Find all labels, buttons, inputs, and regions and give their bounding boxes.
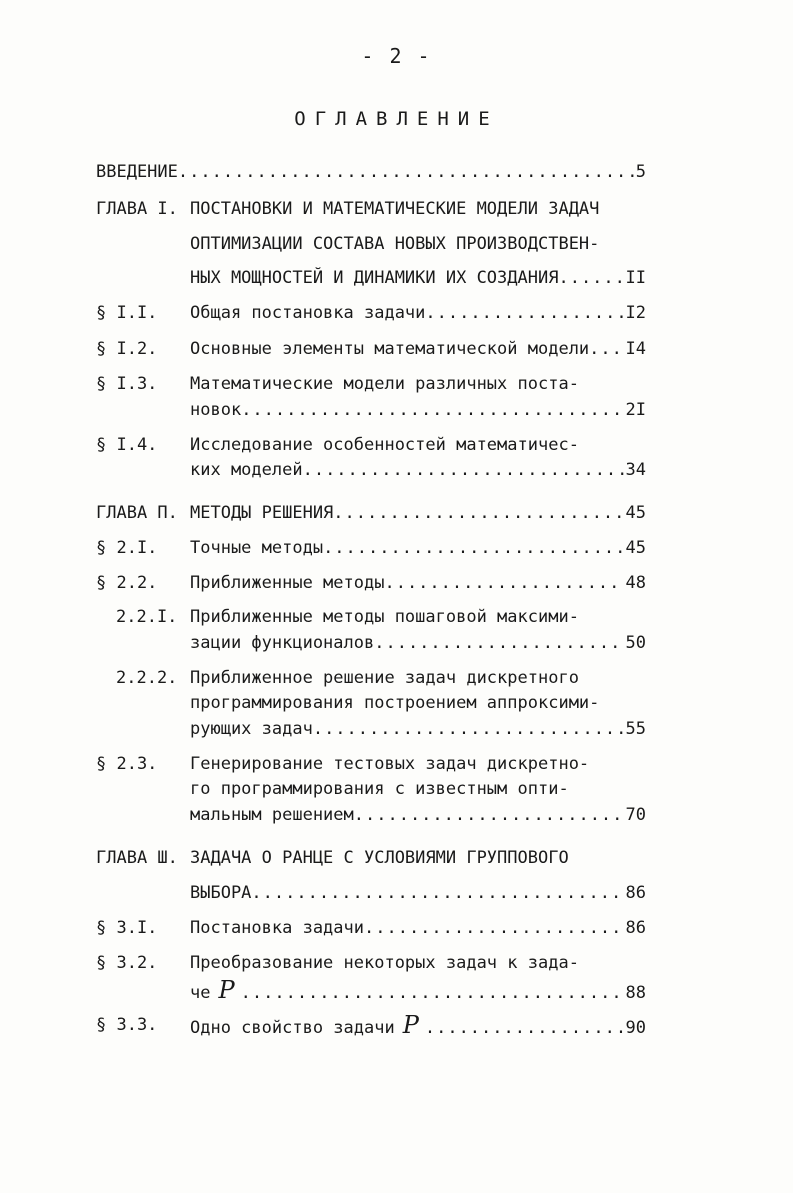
- dot-leader: [313, 716, 624, 742]
- toc-entry-ch1-line3[interactable]: [190, 265, 646, 291]
- toc-page-number: 70: [625, 805, 646, 825]
- toc-section-label: § 2.3.: [96, 754, 158, 774]
- dot-leader: [241, 978, 624, 1005]
- toc-entry-s33[interactable]: [190, 1010, 646, 1040]
- toc-entry-s32-line2[interactable]: [190, 975, 646, 1005]
- toc-entry-s13-line1[interactable]: Математические модели различных поста-: [190, 374, 579, 394]
- toc-entry-text: зации функционалов: [190, 633, 375, 653]
- toc-page-number: II: [625, 268, 646, 288]
- dot-leader: [425, 1013, 624, 1040]
- toc-entry-text: Приближенные методы: [190, 573, 385, 593]
- toc-entry-text: Основные элементы математической модели: [190, 339, 590, 359]
- toc-section-label: § I.4.: [96, 435, 158, 455]
- toc-page-number: 86: [625, 883, 646, 903]
- dot-leader: [178, 159, 634, 185]
- toc-entry-s221-line2[interactable]: [190, 630, 646, 656]
- page-number: - 2 -: [361, 44, 432, 68]
- toc-section-label: § 2.I.: [96, 538, 158, 558]
- dot-leader: [364, 915, 624, 941]
- toc-section-label: § 2.2.: [96, 573, 158, 593]
- toc-entry-s21[interactable]: [190, 535, 646, 561]
- toc-entry-s23-line2[interactable]: го программирования с известным опти-: [190, 779, 569, 799]
- dot-leader: [333, 500, 623, 526]
- toc-entry-s23-line1[interactable]: Генерирование тестовых задач дискретно-: [190, 754, 590, 774]
- toc-entry-s23-line3[interactable]: [190, 802, 646, 828]
- toc-page-number: 34: [625, 460, 646, 480]
- toc-page-number: 45: [625, 503, 646, 523]
- toc-entry-ch3-line1[interactable]: ЗАДАЧА О РАНЦЕ С УСЛОВИЯМИ ГРУППОВОГО: [190, 848, 569, 868]
- dot-leader: [354, 802, 624, 828]
- toc-entry-text: Постановка задачи: [190, 918, 364, 938]
- toc-entry-intro[interactable]: [96, 159, 646, 185]
- toc-section-label: § I.3.: [96, 374, 158, 394]
- toc-entry-ch1-line1[interactable]: ПОСТАНОВКИ И МАТЕМАТИЧЕСКИЕ МОДЕЛИ ЗАДАЧ: [190, 199, 600, 219]
- dot-leader: [251, 880, 623, 906]
- toc-entry-text: ких моделей: [190, 460, 303, 480]
- toc-page-number: I2: [625, 303, 646, 323]
- toc-entry-s221-line1[interactable]: Приближенные методы пошаговой максими-: [190, 607, 579, 627]
- toc-entry-text: Точные методы: [190, 538, 324, 558]
- toc-chapter-label: ГЛАВА I.: [96, 199, 178, 219]
- toc-entry-ch2[interactable]: [190, 500, 646, 526]
- toc-entry-text: ВЫБОРА: [190, 883, 252, 903]
- toc-entry-ch1-line2[interactable]: ОПТИМИЗАЦИИ СОСТАВА НОВЫХ ПРОИЗВОДСТВЕН-: [190, 234, 600, 254]
- toc-section-label: § 3.3.: [96, 1015, 158, 1035]
- toc-title: ОГЛАВЛЕНИЕ: [294, 108, 499, 130]
- toc-entry-text: НЫХ МОЩНОСТЕЙ И ДИНАМИКИ ИХ СОЗДАНИЯ: [190, 268, 559, 288]
- toc-page-number: 45: [625, 538, 646, 558]
- toc-entry-s222-line1[interactable]: Приближенное решение задач дискретного: [190, 668, 579, 688]
- dot-leader: [558, 265, 623, 291]
- toc-entry-ch3-line2[interactable]: [190, 880, 646, 906]
- math-symbol-p: P: [218, 976, 235, 1004]
- toc-entry-text: мальным решением: [190, 805, 354, 825]
- toc-entry-text: МЕТОДЫ РЕШЕНИЯ: [190, 503, 334, 523]
- toc-page-number: 88: [625, 983, 646, 1003]
- toc-entry-s14-line1[interactable]: Исследование особенностей математичес-: [190, 435, 579, 455]
- toc-entry-s22[interactable]: [190, 570, 646, 596]
- toc-section-label: § 3.I.: [96, 918, 158, 938]
- toc-section-label: § I.2.: [96, 339, 158, 359]
- toc-chapter-label: ГЛАВА П.: [96, 503, 178, 523]
- toc-subsection-label: 2.2.I.: [116, 607, 178, 627]
- toc-entry-s11[interactable]: [190, 300, 646, 326]
- toc-section-label: § I.I.: [96, 303, 158, 323]
- toc-entry-text: Общая постановка задачи: [190, 303, 426, 323]
- toc-entry-s31[interactable]: [190, 915, 646, 941]
- toc-entry-s222-line2[interactable]: программирования построением аппроксими-: [190, 693, 600, 713]
- math-symbol-p: P: [402, 1011, 419, 1039]
- toc-page-number: I4: [625, 339, 646, 359]
- dot-leader: [241, 397, 623, 423]
- toc-entry-text: рующих задач: [190, 719, 313, 739]
- dot-leader: [384, 570, 623, 596]
- toc-chapter-label: ГЛАВА Ш.: [96, 848, 178, 868]
- dot-leader: [303, 457, 624, 483]
- toc-entry-text: новок: [190, 400, 242, 420]
- toc-section-label: § 3.2.: [96, 953, 158, 973]
- dot-leader: [425, 300, 623, 326]
- toc-entry-s32-line1[interactable]: Преобразование некоторых задач к зада-: [190, 953, 579, 973]
- toc-page-number: 5: [635, 162, 646, 182]
- toc-entry-s12[interactable]: [190, 336, 646, 362]
- toc-entry-text: ВВЕДЕНИЕ: [96, 162, 178, 182]
- toc-entry-s222-line3[interactable]: [190, 716, 646, 742]
- toc-subsection-label: 2.2.2.: [116, 668, 178, 688]
- toc-page-number: 86: [625, 918, 646, 938]
- toc-page-number: 48: [625, 573, 646, 593]
- toc-page-number: 2I: [625, 400, 646, 420]
- dot-leader: [589, 336, 623, 362]
- toc-page-number: 55: [625, 719, 646, 739]
- toc-entry-text: че: [190, 983, 211, 1003]
- dot-leader: [374, 630, 623, 656]
- toc-entry-s13-line2[interactable]: [190, 397, 646, 423]
- toc-entry-s14-line2[interactable]: [190, 457, 646, 483]
- toc-page-number: 90: [625, 1018, 646, 1038]
- toc-entry-text: Одно свойство задачи: [190, 1018, 395, 1038]
- dot-leader: [323, 535, 623, 561]
- toc-page-number: 50: [625, 633, 646, 653]
